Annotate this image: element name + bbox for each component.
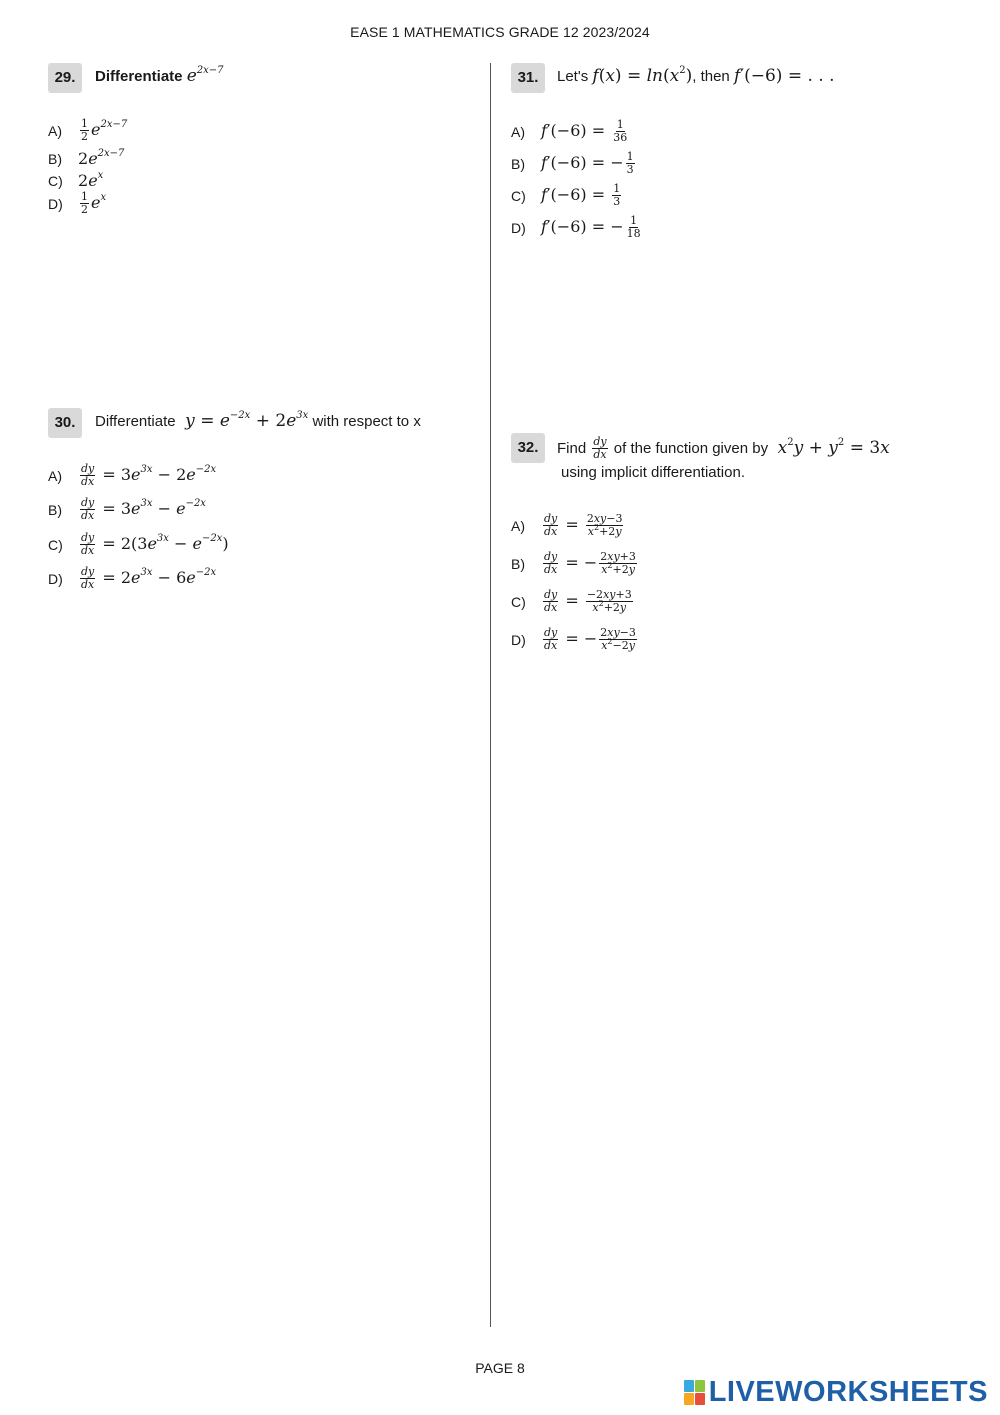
prompt-math: $x^2y + y^2 = 3x$ — [772, 437, 890, 458]
question-29 — [48, 63, 468, 223]
question-number: 31. — [511, 63, 545, 93]
option-d[interactable] — [48, 191, 106, 216]
question-number: 32. — [511, 433, 545, 463]
option-d[interactable] — [48, 566, 216, 591]
question-prompt — [557, 65, 835, 88]
option-math: $\frac{dy}{dx}$ = $2e^{3x} - 6e^{-2x}$ — [81, 565, 217, 591]
question-prompt — [95, 65, 224, 88]
option-math: $\frac{dy}{dx}$ = $2(3e^{3x} - e^{-2x})$ — [81, 531, 229, 557]
prompt-math-1: $f(x) = \ln(x^2)$ — [592, 65, 693, 86]
option-label: D) — [48, 195, 63, 212]
option-math: f′(−6) = $\frac{1}{3}$ — [541, 182, 621, 208]
option-math: $\frac{dy}{dx}$ = $3e^{3x} - e^{-2x}$ — [81, 496, 206, 522]
option-a[interactable] — [48, 118, 127, 143]
option-c[interactable] — [511, 183, 623, 208]
option-label: B) — [48, 501, 62, 518]
option-label: D) — [511, 219, 526, 236]
option-label: C) — [48, 536, 63, 553]
option-math: $\frac{dy}{dx}$ = − $\frac{2xy-3}{x^2-2y}$ — [544, 626, 636, 652]
option-math: f′(−6) = − $\frac{1}{3}$ — [541, 150, 634, 176]
option-d[interactable] — [511, 627, 639, 652]
question-number: 30. — [48, 408, 82, 438]
option-label: C) — [48, 172, 63, 189]
question-31 — [511, 63, 961, 253]
question-prompt — [95, 410, 421, 433]
option-math: $\frac{1}{2}$ $e^x$ — [81, 190, 107, 216]
question-number: 29. — [48, 63, 82, 93]
option-c[interactable] — [511, 589, 635, 614]
prompt-text: Differentiate — [95, 413, 176, 430]
option-math: $\frac{dy}{dx}$ = $3e^{3x} - 2e^{-2x}$ — [81, 462, 217, 488]
option-math: $\frac{1}{2}$ $e^{2x-7}$ — [81, 117, 128, 143]
option-label: A) — [511, 517, 525, 534]
page-number: PAGE 8 — [475, 1360, 525, 1376]
option-a[interactable] — [511, 513, 625, 538]
option-label: B) — [48, 150, 62, 167]
prompt-text: Find — [557, 440, 587, 457]
option-math: f′(−6) = − $\frac{1}{18}$ — [541, 214, 641, 240]
option-c[interactable] — [48, 532, 229, 557]
logo-tile — [695, 1393, 705, 1405]
option-label: C) — [511, 593, 526, 610]
option-c[interactable] — [48, 171, 103, 190]
prompt-deriv: $\frac{dy}{dx}$ — [593, 435, 607, 461]
option-d[interactable] — [511, 215, 644, 240]
option-math: $2e^x$ — [78, 170, 104, 190]
logo-tile — [695, 1380, 705, 1392]
option-b[interactable] — [48, 497, 206, 522]
prompt-suffix: with respect to x — [312, 413, 421, 430]
option-label: D) — [48, 570, 63, 587]
option-label: A) — [48, 467, 62, 484]
option-b[interactable] — [48, 149, 124, 168]
question-prompt-line2: using implicit differentiation. — [561, 464, 745, 481]
option-label: B) — [511, 555, 525, 572]
option-math: $\frac{dy}{dx}$ = − $\frac{2xy+3}{x^2+2y}$ — [544, 550, 636, 576]
prompt-middle: of the function given by — [613, 440, 769, 457]
question-32 — [511, 433, 971, 673]
option-label: C) — [511, 187, 526, 204]
option-label: A) — [48, 122, 62, 139]
option-b[interactable] — [511, 551, 639, 576]
option-label: D) — [511, 631, 526, 648]
logo-tile — [684, 1393, 694, 1405]
option-math: f′(−6) = $\frac{1}{36}$ — [541, 118, 628, 144]
option-math: $\frac{dy}{dx}$ = $\frac{-2xy+3}{x^2+2y}$ — [544, 588, 632, 614]
brand-name: LIVEWORKSHEETS — [708, 1376, 988, 1408]
option-a[interactable] — [48, 463, 216, 488]
option-label: A) — [511, 123, 525, 140]
option-a[interactable] — [511, 119, 630, 144]
option-math: $\frac{dy}{dx}$ = $\frac{2xy-3}{x^2+2y}$ — [544, 512, 623, 538]
question-prompt — [557, 436, 890, 461]
option-b[interactable] — [511, 151, 637, 176]
prompt-math: $y = e^{-2x} + 2e^{3x}$ — [179, 410, 309, 431]
option-math: $2e^{2x-7}$ — [78, 148, 125, 168]
question-30 — [48, 408, 478, 608]
prompt-math-2: f′(−6) = . . . — [733, 66, 835, 86]
prompt-math: $e^{2x-7}$ — [186, 65, 224, 86]
logo-tile — [684, 1380, 694, 1392]
column-divider — [490, 63, 491, 1327]
prompt-text: Differentiate — [95, 68, 183, 85]
page-header: EASE 1 MATHEMATICS GRADE 12 2023/2024 — [350, 24, 650, 40]
liveworksheets-icon — [684, 1380, 705, 1405]
prompt-text: Let's — [557, 68, 589, 85]
liveworksheets-logo — [684, 1376, 988, 1409]
option-label: B) — [511, 155, 525, 172]
prompt-middle: , then — [692, 68, 730, 85]
